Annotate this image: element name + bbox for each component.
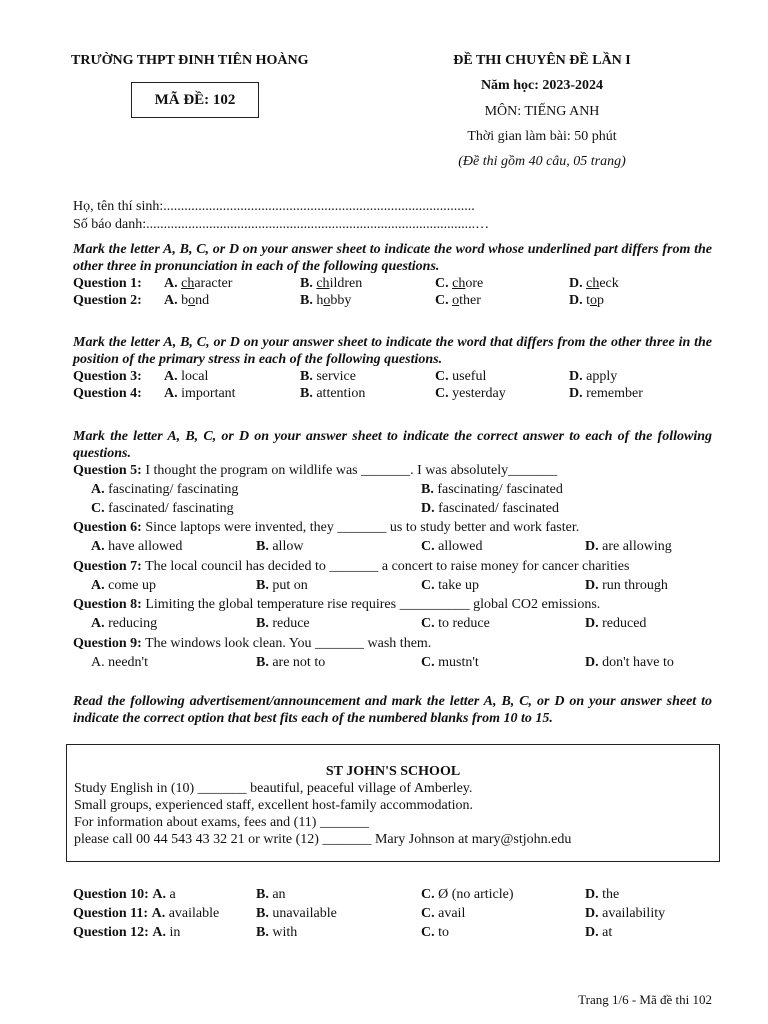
question-11 xyxy=(73,905,713,923)
subject: MÔN: TIẾNG ANH xyxy=(484,104,600,119)
exam-code-box xyxy=(131,82,259,118)
option-d: D. remember xyxy=(569,386,643,401)
section4-instruction: Read the following advertisement/announcement and mark the letter A, B, C, or D on your answer sheet to indicate the correct option that best fits each of the numbered blanks from 10 to 15. xyxy=(73,694,712,726)
school-name: TRƯỜNG THPT ĐINH TIÊN HOÀNG xyxy=(71,53,309,68)
exam-title: ĐỀ THI CHUYÊN ĐỀ LẦN I xyxy=(453,53,631,68)
question-6-options xyxy=(73,538,713,556)
question-label: Question 2: xyxy=(73,293,142,308)
option-a: A. reducing xyxy=(91,616,158,631)
question-6-stem: Question 6: Since laptops were invented, they _______ us to study better and work faster. xyxy=(73,520,580,535)
option-a: A. important xyxy=(164,386,236,401)
ad-line-2: Small groups, experienced staff, excellent host-family accommodation. xyxy=(74,798,474,813)
option-c: C. Ø (no article) xyxy=(421,887,514,902)
option-b: B. are not to xyxy=(256,655,326,670)
option-a: A. character xyxy=(164,276,233,291)
question-10 xyxy=(73,886,713,904)
option-d: D. reduced xyxy=(585,616,647,631)
option-c: C. allowed xyxy=(421,539,483,554)
exam-note: (Đề thi gồm 40 câu, 05 trang) xyxy=(458,154,626,169)
question-label: Question 1: xyxy=(73,276,142,291)
option-b: B. unavailable xyxy=(256,906,337,921)
option-b: B. attention xyxy=(300,386,366,401)
option-d: D. top xyxy=(569,293,605,308)
option-b: B. an xyxy=(256,887,286,902)
option-c: C. chore xyxy=(435,276,484,291)
option-a: A. bond xyxy=(164,293,210,308)
option-c: C. fascinated/ fascinating xyxy=(91,501,234,516)
ad-line-4: please call 00 44 543 43 32 21 or write (12) _______ Mary Johnson at mary@stjohn.edu xyxy=(74,832,572,847)
option-d: D. are allowing xyxy=(585,539,672,554)
option-d: D. run through xyxy=(585,578,668,593)
option-b: B. with xyxy=(256,925,298,940)
question-9-stem: Question 9: The windows look clean. You _______ wash them. xyxy=(73,636,432,651)
student-id-line: Số báo danh:..............................................................................................… xyxy=(73,217,490,232)
ad-title: ST JOHN'S SCHOOL xyxy=(325,764,461,779)
option-c: C. avail xyxy=(421,906,466,921)
option-d: D. availability xyxy=(585,906,666,921)
question-1 xyxy=(73,275,713,293)
option-d: D. fascinated/ fascinated xyxy=(421,501,560,516)
section2-instruction: Mark the letter A, B, C, or D on your answer sheet to indicate the word that differs from the other three in the position of the primary stress in each of the following questions. xyxy=(73,335,712,367)
page-footer: Trang 1/6 - Mã đề thi 102 xyxy=(578,992,712,1007)
option-c: C. mustn't xyxy=(421,655,479,670)
question-5-options-2 xyxy=(73,500,713,518)
option-b: B. reduce xyxy=(256,616,310,631)
option-a: A. come up xyxy=(91,578,156,593)
option-a: A. needn't xyxy=(91,655,148,670)
question-3 xyxy=(73,368,713,386)
question-12 xyxy=(73,924,713,942)
option-b: B. allow xyxy=(256,539,304,554)
option-c: C. to xyxy=(421,925,450,940)
question-label: Question 4: xyxy=(73,386,142,401)
option-d: D. check xyxy=(569,276,619,291)
option-c: C. useful xyxy=(435,369,487,384)
advertisement-box xyxy=(66,744,720,862)
school-year: Năm học: 2023-2024 xyxy=(480,78,604,93)
question-8-stem: Question 8: Limiting the global temperature rise requires __________ global CO2 emissions. xyxy=(73,597,601,612)
ad-line-3: For information about exams, fees and (11) _______ xyxy=(74,815,369,830)
option-d: D. the xyxy=(585,887,620,902)
option-c: C. take up xyxy=(421,578,479,593)
option-a: A. fascinating/ fascinating xyxy=(91,482,239,497)
section1-instruction: Mark the letter A, B, C, or D on your answer sheet to indicate the word whose underlined part differs from the other three in pronunciation in each of the following questions. xyxy=(73,242,712,274)
option-b: B. service xyxy=(300,369,356,384)
question-7-stem: Question 7: The local council has decided to _______ a concert to raise money for cancer charities xyxy=(73,559,630,574)
question-7-options xyxy=(73,577,713,595)
option-d: D. don't have to xyxy=(585,655,674,670)
option-a: Question 11: A. available xyxy=(73,906,220,921)
question-5-options-1 xyxy=(73,481,713,499)
question-4 xyxy=(73,385,713,403)
option-d: D. apply xyxy=(569,369,618,384)
option-b: B. hobby xyxy=(300,293,352,308)
question-9-options xyxy=(73,654,713,672)
question-8-options xyxy=(73,615,713,633)
exam-code: MÃ ĐỀ: 102 xyxy=(154,91,236,108)
option-c: C. yesterday xyxy=(435,386,506,401)
option-d: D. at xyxy=(585,925,613,940)
student-name-line: Họ, tên thí sinh:......................................................................................... xyxy=(73,199,475,214)
option-c: C. to reduce xyxy=(421,616,490,631)
option-c: C. other xyxy=(435,293,481,308)
option-a: Question 10: A. a xyxy=(73,887,176,902)
question-label: Question 3: xyxy=(73,369,142,384)
option-a: A. local xyxy=(164,369,209,384)
option-a: Question 12: A. in xyxy=(73,925,181,940)
option-b: B. fascinating/ fascinated xyxy=(421,482,563,497)
section3-instruction: Mark the letter A, B, C, or D on your answer sheet to indicate the correct answer to each of the following questions. xyxy=(73,429,712,461)
option-b: B. children xyxy=(300,276,363,291)
ad-line-1: Study English in (10) _______ beautiful, peaceful village of Amberley. xyxy=(74,781,473,796)
question-2 xyxy=(73,292,713,310)
option-b: B. put on xyxy=(256,578,308,593)
question-5-stem: Question 5: I thought the program on wildlife was _______. I was absolutely_______ xyxy=(73,463,558,478)
option-a: A. have allowed xyxy=(91,539,183,554)
exam-time: Thời gian làm bài: 50 phút xyxy=(467,129,617,144)
